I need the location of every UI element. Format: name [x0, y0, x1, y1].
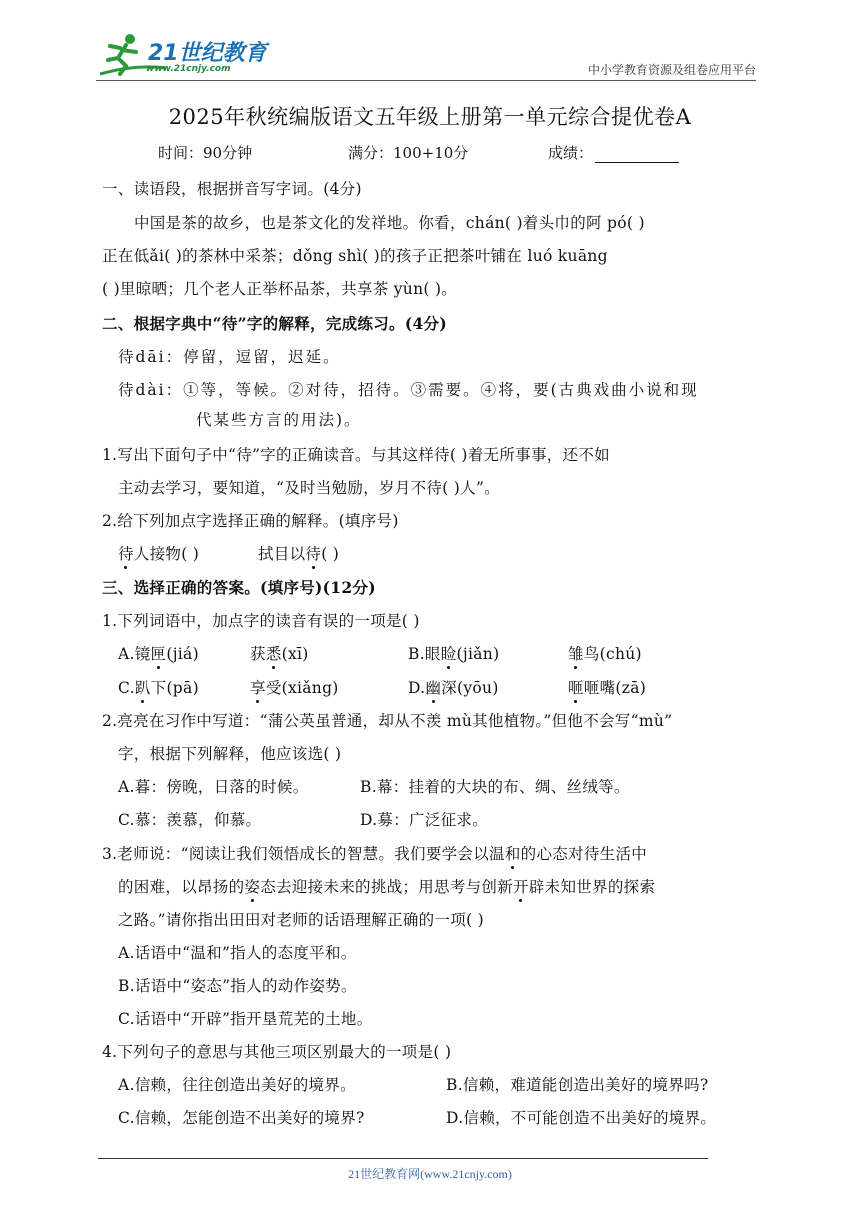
q3-option-c: C.话语中“开辟”指开垦荒芜的土地。 — [118, 1010, 373, 1028]
section3-q3-line1: 3.老师说：“阅读让我们领悟成长的智慧。我们要学会以温和的心态对待生活中 — [102, 842, 647, 864]
dotted-char: 待 — [118, 542, 134, 564]
dotted-char: 雏 — [568, 642, 584, 664]
q3-option-a: A.话语中“温和”指人的态度平和。 — [118, 944, 357, 962]
section3-heading: 三、选择正确的答案。(填序号)(12分) — [102, 578, 376, 597]
dotted-char: 咂 — [568, 676, 584, 698]
dotted-char: 开 — [513, 875, 529, 897]
dict-entry-dai4: 待dài：①等，等候。②对待，招待。③需要。④将，要(古典戏曲小说和现 — [118, 381, 699, 399]
section3-q2-line1: 2.亮亮在习作中写道：“蒲公英虽普通，却从不羡 mù其他植物。”但他不会写“mù” — [102, 712, 673, 730]
dict-entry-dai1: 待dāi：停留，逗留，迟延。 — [118, 348, 341, 366]
q1-option-c2: 享受(xiǎng) — [250, 676, 339, 698]
q4-option-d: D.信赖，不可能创造不出美好的境界。 — [446, 1109, 717, 1127]
q4-option-b: B.信赖，难道能创造出美好的境界吗? — [446, 1076, 709, 1094]
section3-q3-line2: 的困难，以昂扬的姿态去迎接未来的挑战；用思考与创新开辟未知世界的探索 — [118, 875, 655, 897]
q1-option-c1: C.趴下(pā) — [118, 676, 199, 698]
section2-q2: 2.给下列加点字选择正确的解释。(填序号) — [102, 512, 399, 530]
section2-heading: 二、根据字典中“待”字的解释，完成练习。(4分) — [102, 314, 447, 333]
section3-q4: 4.下列句子的意思与其他三项区别最大的一项是( ) — [102, 1043, 452, 1061]
section2-q2-item2: 拭目以待( ) — [258, 542, 339, 564]
logo-text: 21世纪教育 — [148, 41, 267, 66]
q1-option-b1: B.眼睑(jiǎn) — [408, 642, 499, 664]
dotted-char: 姿 — [244, 875, 260, 897]
header-divider — [96, 80, 756, 81]
page-title: 2025年秋统编版语文五年级上册第一单元综合提优卷A — [168, 105, 692, 129]
q2-option-a: A.暮：傍晚，日落的时候。 — [118, 778, 309, 796]
section3-q2-line2: 字，根据下列解释，他应该选( ) — [118, 745, 342, 763]
q1-option-a1: A.镜匣(jiá) — [118, 642, 199, 664]
score-label: 成绩： — [548, 144, 594, 162]
dotted-char: 享 — [250, 676, 266, 698]
dotted-char: 悉 — [266, 642, 282, 664]
dotted-char: 幽 — [425, 676, 441, 698]
q1-option-a2: 获悉(xī) — [250, 642, 309, 664]
q4-option-c: C.信赖，怎能创造不出美好的境界? — [118, 1109, 365, 1127]
q1-option-d2: 咂咂嘴(zā) — [568, 676, 646, 698]
full-score: 满分：100+10分 — [348, 144, 469, 162]
score-blank — [595, 147, 679, 163]
dotted-char: 和 — [505, 842, 521, 864]
section3-q1: 1.下列词语中，加点字的读音有误的一项是( ) — [102, 612, 420, 630]
platform-name: 中小学教育资源及组卷应用平台 — [587, 63, 756, 77]
section2-q1-line1: 1.写出下面句子中“待”字的正确读音。与其这样待( )着无所事事，还不如 — [102, 446, 610, 464]
footer-link[interactable]: 21世纪教育网(www.21cnjy.com) — [348, 1167, 512, 1181]
section1-heading: 一、读语段，根据拼音写字词。(4分) — [102, 180, 362, 198]
section1-line2: 正在低ǎi( )的茶林中采茶；dǒng shì( )的孩子正把茶叶铺在 luó kuāng — [102, 247, 608, 265]
section2-q2-item1: 待人接物( ) — [118, 542, 199, 564]
q2-option-d: D.募：广泛征求。 — [360, 811, 489, 829]
section1-line1: 中国是茶的故乡，也是茶文化的发祥地。你看，chán( )着头巾的阿 pó( ) — [134, 214, 645, 232]
dotted-char: 匣 — [151, 642, 167, 664]
section3-q3-line3: 之路。”请你指出田田对老师的话语理解正确的一项( ) — [118, 911, 484, 929]
footer-divider — [98, 1158, 708, 1159]
q3-option-b: B.话语中“姿态”指人的动作姿势。 — [118, 977, 357, 995]
section2-q1-line2: 主动去学习，要知道，“及时当勉励，岁月不待( )人”。 — [118, 479, 500, 497]
q2-option-c: C.慕：羡慕，仰慕。 — [118, 811, 262, 829]
section1-line3: ( )里晾晒；几个老人正举杯品茶，共享茶 yùn( )。 — [102, 280, 458, 298]
q2-option-b: B.幕：挂着的大块的布、绸、丝绒等。 — [360, 778, 630, 796]
exam-time: 时间：90分钟 — [158, 144, 253, 162]
q4-option-a: A.信赖，往往创造出美好的境界。 — [118, 1076, 356, 1094]
logo-url: www.21cnjy.com — [146, 64, 231, 74]
dotted-char: 趴 — [135, 676, 151, 698]
score-field — [548, 142, 679, 163]
dotted-char: 睑 — [441, 642, 457, 664]
dict-entry-dai4-cont: 代某些方言的用法)。 — [196, 411, 362, 429]
q1-option-d1: D.幽深(yōu) — [408, 676, 499, 698]
q1-option-b2: 雏鸟(chú) — [568, 642, 642, 664]
dotted-char: 待 — [305, 542, 321, 564]
